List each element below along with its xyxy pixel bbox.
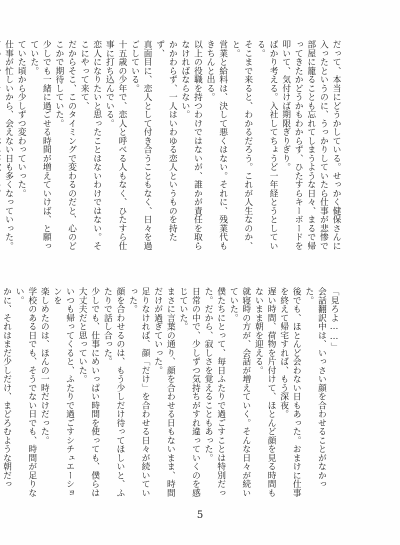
text-line: 恋人になりたいと思ったことはないわけではない。そこにやって来て、 [79,40,102,250]
text-line: ていた頃から少しずつ変わっていった。 [16,40,27,198]
text-line: 「見ろよ……」 [329,287,339,352]
text-line: 足りなければ、顔「だけ」を合わせる日々が続いていった。 [127,287,151,497]
text-line: 十五歳の少年で、恋人と呼べる人もなく、ひたすら仕事に打ち込んでいる。 [104,40,127,250]
text-line: 以上の役職を持つわけではないが、誰かが責任を取らなければならない。 [179,40,203,250]
text-line: いつも帰ってくると、ふたりで過ごすシチュエーションを [51,287,75,497]
text-line: だって、本当にどうかしている。せっかく健保さんに入ったというのに、うっかりしていたら仕事が悲惨で部屋に籠ることも忘れてしまうような日々、まるで帰ってきたかどうかもわからず、ひたすらキーボードを叩いて、気付けば期限ぎりぎり。 [280,40,341,250]
text-line: まさに言葉の通り、顔を合わせる日もないまま、時間だけが過ぎていった。 [152,287,176,497]
text-line: ばかり考える。入社してちょうど一年経とうとしている。 [255,40,279,250]
text-line: 僕たちにとって、毎日ふたりで過ごすことは特別だった。だから、寂しさを覚えることもあった。 [203,287,226,497]
upper-text-block [3,40,342,255]
text-line: 日常の中で、少しずつ気持ちがすれ違っていくのを感じていた。 [177,287,201,497]
text-line: 営業と給料は、決して悪くはない。それに、残業代もきちんと出る。 [205,40,228,250]
text-line: 遅い時間、荷物を片付けて、ほとんど顔を見る時間もないまま朝を迎える。 [253,287,277,497]
text-line: だからそこ、このタイミングで変わるのだと、心のどこかで期待していた。 [53,40,77,250]
text-line: 就寝時の方が、会話が増えていく。そんな日々が続いていた。 [228,287,251,497]
text-line: 学校のある日でも、そうでない日でも、時間が足りない。 [14,287,37,497]
text-line: そこまで来ると、わかるだろう。これが人生なのか、と。 [230,40,253,250]
text-line: 楽しめたのは、ほんの一時だけだった。 [39,287,50,445]
text-line: かに、それはまだ少しだけ、まどろむような朝だっ [1,287,12,489]
text-line: 仕事が忙しいから、会えない日も多くなっていった。 [3,40,14,250]
text-line: 会話翻訳中は、いっさい顔を合わせることがなかった。 [303,287,327,489]
text-line: 少しでも一緒に過ごせる時間が増えていけば、と願っていた。 [28,40,52,250]
text-line: 後でも、ほとんど会わない日もあった。おまけに仕事を終えて帰宅すれば、もう深夜。 [278,287,302,497]
text-line: 少しでも、仕事にめいっぱい時間を使っても、僕らは大丈夫だと思っていた。 [77,287,100,497]
page-number: 5 [196,510,204,521]
text-line: かかわらず、一人はいわゆる恋人というものを持たず、 [154,40,178,242]
lower-text-block [1,287,340,500]
text-line: 顔を合わせるのは、もう少しだけ待ってほしいと、ふたりで話し合った。 [102,287,125,497]
text-line: 真面目に、恋人として付き合うこともなく、日々を過ごしている。 [129,40,153,250]
